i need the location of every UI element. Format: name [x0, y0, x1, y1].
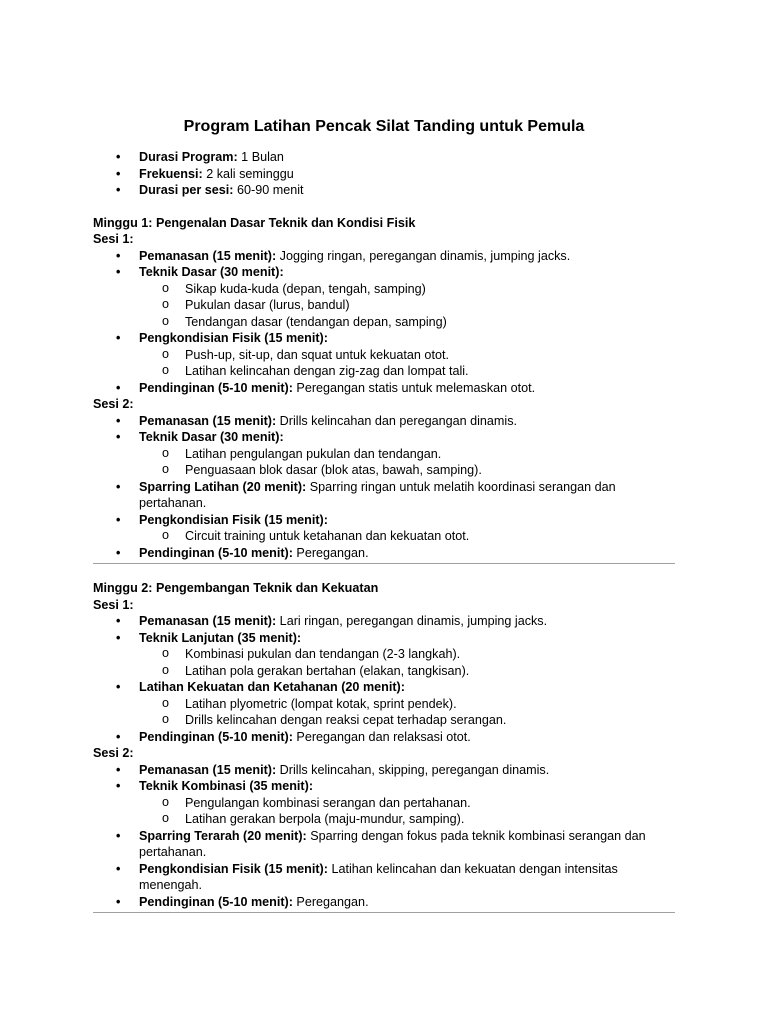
sub-item: o Drills kelincahan dengan reaksi cepat terhadap serangan.	[93, 712, 675, 729]
item-label: Pemanasan (15 menit):	[139, 762, 277, 777]
item-label: Pendinginan (5-10 menit):	[139, 380, 293, 395]
session-item	[93, 413, 675, 430]
item-label: Pengkondisian Fisik (15 menit):	[139, 331, 328, 345]
item-text: Drills kelincahan, skipping, peregangan dinamis.	[276, 762, 550, 777]
session-item	[93, 679, 675, 696]
item-text: Peregangan.	[292, 545, 369, 560]
item-text: Lari ringan, peregangan dinamis, jumping jacks.	[276, 614, 548, 628]
item-label: Pemanasan (15 menit):	[139, 614, 277, 628]
item-label: Pemanasan (15 menit):	[139, 413, 277, 428]
week-section	[93, 580, 675, 913]
document-title: Program Latihan Pencak Silat Tanding untuk Pemula	[183, 118, 585, 135]
sub-item: o Latihan plyometric (lompat kotak, sprint pendek).	[93, 696, 675, 713]
item-label: Pendinginan (5-10 menit):	[139, 894, 293, 909]
session-item	[93, 380, 675, 397]
week-heading: Minggu 2: Pengembangan Teknik dan Kekuatan	[93, 581, 379, 595]
sub-item: o Sikap kuda-kuda (depan, tengah, samping)	[93, 281, 675, 298]
item-label: Pemanasan (15 menit):	[139, 248, 277, 263]
sub-item: o Penguasaan blok dasar (blok atas, bawah, samping).	[93, 462, 675, 479]
sub-item: o Latihan pengulangan pukulan dan tendangan.	[93, 446, 675, 463]
session-label: Sesi 2:	[93, 746, 134, 760]
item-label: Sparring Latihan (20 menit):	[139, 479, 307, 494]
summary-label: Frekuensi:	[139, 166, 203, 181]
summary-item	[93, 149, 675, 166]
item-text: Sparring ringan untuk melatih koordinasi serangan dan pertahanan.	[139, 479, 616, 510]
item-label: Pengkondisian Fisik (15 menit):	[139, 861, 328, 876]
sub-item: o Latihan gerakan berpola (maju-mundur, samping).	[93, 811, 675, 828]
session-item-list	[93, 613, 675, 745]
sub-item: o Latihan pola gerakan bertahan (elakan, tangkisan).	[93, 663, 675, 680]
session-item	[93, 330, 675, 347]
summary-item	[93, 182, 675, 199]
session-item	[93, 613, 675, 630]
session-item	[93, 512, 675, 529]
summary-item	[93, 166, 675, 183]
item-text: Peregangan dan relaksasi otot.	[292, 729, 471, 744]
item-text: Peregangan.	[292, 894, 369, 909]
sub-item: o Pengulangan kombinasi serangan dan pertahanan.	[93, 795, 675, 812]
section-divider	[93, 912, 675, 913]
session-item	[93, 778, 675, 795]
session-label: Sesi 1:	[93, 597, 134, 612]
session-item	[93, 545, 675, 562]
summary-value: 60-90 menit	[233, 183, 304, 197]
item-label: Pengkondisian Fisik (15 menit):	[139, 512, 328, 527]
session-item-list	[93, 413, 675, 562]
sub-item: o Tendangan dasar (tendangan depan, samping)	[93, 314, 675, 331]
session-label: Sesi 2:	[93, 397, 134, 411]
item-text: Sparring dengan fokus pada teknik kombinasi serangan dan pertahanan.	[139, 828, 646, 859]
summary-value: 2 kali seminggu	[202, 166, 294, 181]
session-item	[93, 861, 675, 894]
item-text: Peregangan statis untuk melemaskan otot.	[292, 380, 536, 395]
session-item	[93, 828, 675, 861]
session-item	[93, 479, 675, 512]
sub-item: o Circuit training untuk ketahanan dan kekuatan otot.	[93, 528, 675, 545]
item-text: Drills kelincahan dan peregangan dinamis.	[276, 413, 518, 428]
week-heading: Minggu 1: Pengenalan Dasar Teknik dan Kondisi Fisik	[93, 215, 416, 230]
item-label: Teknik Dasar (30 menit):	[139, 265, 284, 279]
session-item	[93, 729, 675, 746]
session-item-list	[93, 762, 675, 911]
summary-value: 1 Bulan	[237, 150, 284, 164]
session-item-list	[93, 248, 675, 397]
item-label: Pendinginan (5-10 menit):	[139, 729, 293, 744]
section-divider	[93, 563, 675, 564]
session-item	[93, 248, 675, 265]
item-label: Latihan Kekuatan dan Ketahanan (20 menit):	[139, 680, 405, 694]
session-item	[93, 894, 675, 911]
item-label: Teknik Kombinasi (35 menit):	[139, 779, 314, 793]
sub-item: o Latihan kelincahan dengan zig-zag dan lompat tali.	[93, 363, 675, 380]
item-label: Teknik Dasar (30 menit):	[139, 430, 284, 444]
sub-item: o Pukulan dasar (lurus, bandul)	[93, 297, 675, 314]
item-text: Latihan kelincahan dan kekuatan dengan intensitas menengah.	[139, 861, 618, 892]
item-label: Teknik Lanjutan (35 menit):	[139, 630, 302, 645]
item-label: Pendinginan (5-10 menit):	[139, 545, 293, 560]
summary-label: Durasi Program:	[139, 150, 238, 164]
session-label: Sesi 1:	[93, 232, 134, 246]
item-label: Sparring Terarah (20 menit):	[139, 828, 307, 843]
week-section	[93, 215, 675, 565]
session-item	[93, 762, 675, 779]
sub-item: o Push-up, sit-up, dan squat untuk kekuatan otot.	[93, 347, 675, 364]
summary-label: Durasi per sesi:	[139, 183, 234, 197]
item-text: Jogging ringan, peregangan dinamis, jumping jacks.	[276, 248, 571, 263]
session-item	[93, 630, 675, 647]
session-item	[93, 264, 675, 281]
program-summary-list	[93, 149, 675, 199]
session-item	[93, 429, 675, 446]
sub-item: o Kombinasi pukulan dan tendangan (2-3 langkah).	[93, 646, 675, 663]
